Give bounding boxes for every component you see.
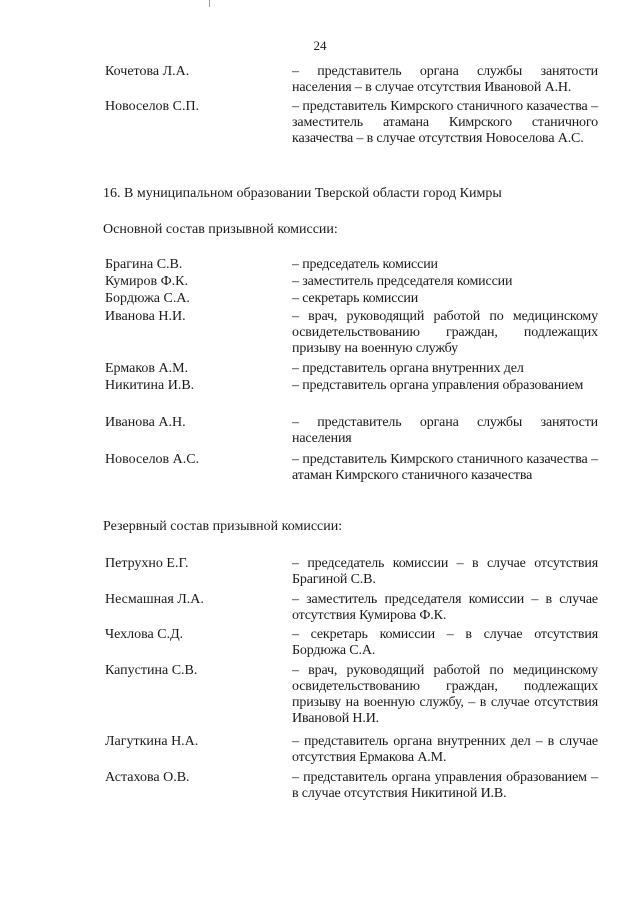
scan-mark bbox=[209, 0, 210, 7]
member-role: – секретарь комиссии – в случае отсутствия Бордюжа С.А. bbox=[292, 627, 598, 658]
member-name: Астахова О.В. bbox=[105, 770, 190, 785]
member-name: Ермаков А.М. bbox=[105, 361, 189, 376]
member-name: Кумиров Ф.К. bbox=[105, 274, 188, 289]
member-role: – представитель Кимрского станичного казачества – атаман Кимрского станичного казачества bbox=[292, 452, 598, 483]
member-role: – представитель органа внутренних дел bbox=[292, 361, 524, 376]
member-name: Лагуткина Н.А. bbox=[105, 734, 199, 749]
reserve-composition-heading: Резервный состав призывной комиссии: bbox=[103, 519, 343, 534]
member-role: – секретарь комиссии bbox=[292, 291, 419, 306]
member-name: Иванова Н.И. bbox=[105, 309, 186, 324]
member-role: – представитель органа управления образованием bbox=[292, 378, 584, 393]
member-name: Иванова А.Н. bbox=[105, 415, 186, 430]
page-number: 24 bbox=[313, 38, 327, 53]
member-name: Кочетова Л.А. bbox=[105, 64, 190, 79]
member-name: Брагина С.В. bbox=[105, 257, 183, 272]
main-composition-heading: Основной состав призывной комиссии: bbox=[103, 222, 338, 237]
member-role: – заместитель председателя комиссии – в случае отсутствия Кумирова Ф.К. bbox=[292, 592, 598, 623]
member-name: Никитина И.В. bbox=[105, 378, 195, 393]
member-name: Новоселов С.П. bbox=[105, 99, 200, 114]
member-role: – представитель Кимрского станичного казачества – заместитель атамана Кимрского станичного казачества – в случае отсутствия Новоселова А.С. bbox=[292, 99, 598, 146]
member-role: – врач, руководящий работой по медицинскому освидетельствованию граждан, подлежащих призыву на военную службу bbox=[292, 309, 598, 356]
member-name: Бордюжа С.А. bbox=[105, 291, 190, 306]
member-role: – представитель органа внутренних дел – в случае отсутствия Ермакова А.М. bbox=[292, 734, 598, 765]
member-role: – заместитель председателя комиссии bbox=[292, 274, 513, 289]
member-name: Несмашная Л.А. bbox=[105, 592, 204, 607]
member-name: Капустина С.В. bbox=[105, 663, 198, 678]
member-role: – председатель комиссии – в случае отсутствия Брагиной С.В. bbox=[292, 556, 598, 587]
member-name: Новоселов А.С. bbox=[105, 452, 200, 467]
member-role: – представитель органа службы занятости населения bbox=[292, 415, 598, 446]
member-role: – врач, руководящий работой по медицинскому освидетельствованию граждан, подлежащих призыву на военную службу, – в случае отсутствия Ивановой Н.И. bbox=[292, 663, 598, 726]
member-role: – представитель органа управления образованием – в случае отсутствия Никитиной И.В. bbox=[292, 770, 598, 801]
member-name: Чехлова С.Д. bbox=[105, 627, 184, 642]
member-role: – председатель комиссии bbox=[292, 257, 438, 272]
member-role: – представитель органа службы занятости населения – в случае отсутствия Ивановой А.Н. bbox=[292, 64, 598, 95]
member-name: Петрухно Е.Г. bbox=[105, 556, 189, 571]
section-heading: 16. В муниципальном образовании Тверской области город Кимры bbox=[103, 186, 502, 201]
